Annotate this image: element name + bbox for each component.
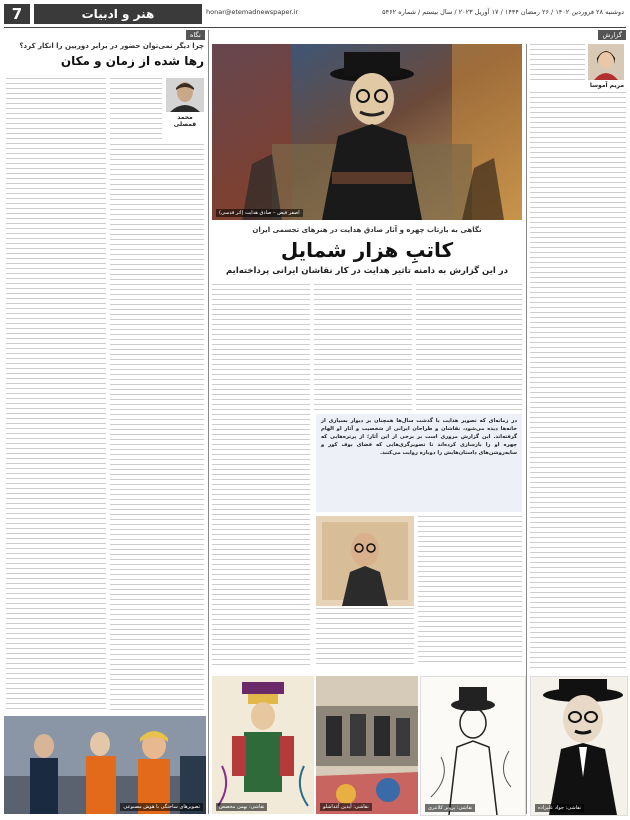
left-title: رها شده از زمان و مکان [60,54,204,68]
hedayat-painting-icon [212,44,522,220]
figure-painting-icon [212,676,314,814]
left-intro-text [110,78,162,140]
portrait-icon [588,44,624,80]
column-divider [526,44,527,814]
ink-drawing [420,676,526,816]
main-column-4 [212,414,310,666]
column-divider-left [208,30,209,814]
author-portrait-icon [166,78,204,112]
main-column-6 [316,608,414,666]
issue-info: دوشنبه ۲۸ فروردین ۱۴۰۲ / ۲۶ رمضان ۱۴۴۴ / ۱۷ آوریل ۲۰۲۳ / سال بیستم / شماره ۵۴۶۲ [382,8,624,16]
ink-drawing-caption: نقاشی: پرویز کلانتری [425,804,475,812]
section-title: هنر و ادبیات [34,4,202,24]
side-author-name: مریم آموسا [589,82,625,89]
report-tag: گزارش [598,30,626,40]
side-intro-text [530,44,585,84]
left-author-photo [166,78,204,112]
ai-photo [4,716,206,814]
left-kicker: چرا دیگر نمی‌توان حضور در برابر دوربین را انکار کرد؟ [19,42,204,50]
collage-image [316,676,418,814]
caricature-caption: نقاشی: جواد علیزاده [535,804,584,812]
side-column-text [530,92,626,670]
main-column-3 [212,284,310,412]
page-header [0,0,630,28]
portrait-painting [316,516,414,606]
left-author-name: محمد قمصلی [173,114,197,128]
hedayat-caricature-icon [531,677,627,815]
highlight-box: در زمانه‌ای که تصویر هدایت با گذشت سال‌ها همچنان بر دیوار بسیاری از خانه‌ها دیده می‌شود، نقاشان و طراحان ایرانی از شخصیت و آثار او الهام گرفته‌اند. این گزارش مروری است بر برخی از این آثار؛ از پرتره‌هایی که چهره او را بازسازی کرده‌اند تا تصویرگری‌هایی که فضای بوف کور و سایه‌روشن‌های داستان‌هایش را دوباره روایت می‌کنند. [316,414,522,512]
main-column-5 [418,516,522,666]
left-column-2 [6,78,106,710]
main-painting [212,44,522,220]
ai-photo-icon [4,716,206,814]
collage-caption: نقاشی: آیدین آغداشلو [320,803,372,811]
main-column-2 [314,284,412,412]
main-kicker: نگاهی به بازتاب چهره و آثار صادق هدایت در هنرهای تجسمی ایران [252,226,482,234]
main-headline: کاتبِ هزار شمایل [280,238,454,262]
ink-drawing-icon [421,677,525,815]
portrait-painting-icon [316,516,414,606]
page-number: 7 [4,4,30,24]
left-column-1 [110,144,204,710]
header-rule [4,27,626,28]
header-meta [206,8,624,16]
ai-photo-caption: تصویرهای ساختگی با هوش مصنوعی [120,803,203,811]
author-photo [588,44,624,80]
main-column-1 [416,284,522,412]
main-painting-caption: اصفر فیض – صادق هدایت (اثر قدسی) [216,209,303,217]
caricature-image [530,676,628,816]
collage-icon [316,676,418,814]
view-tag: نگاه [186,30,205,40]
main-subhead: در این گزارش به دامنه تاثیر هدایت در کار نقاشان ایرانی پرداخته‌ایم [225,266,509,276]
figure-painting-caption: نقاشی: بهمن محصص [216,803,267,811]
header-email[interactable]: honar@etemadnewspaper.ir [206,8,299,16]
figure-painting [212,676,314,814]
